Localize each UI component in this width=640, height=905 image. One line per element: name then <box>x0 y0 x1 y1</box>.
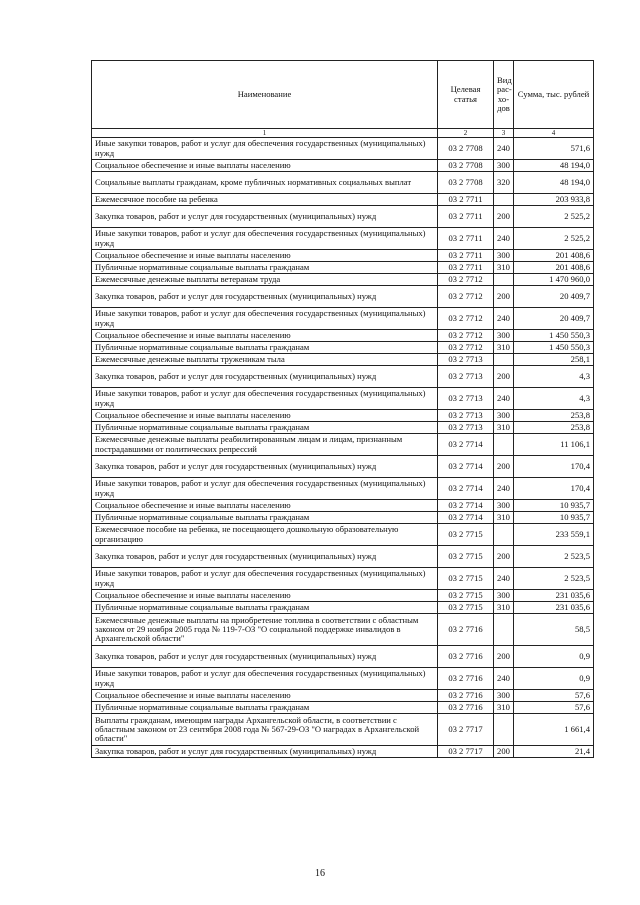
table-row <box>92 250 594 262</box>
table-row <box>92 410 594 422</box>
table-row <box>92 602 594 614</box>
row-name: Закупка товаров, работ и услуг для государственных (муниципальных) нужд <box>92 286 438 308</box>
row-target-code: 03 2 7716 <box>438 646 494 668</box>
row-target-code: 03 2 7716 <box>438 614 494 646</box>
row-target-code: 03 2 7708 <box>438 172 494 194</box>
table-row <box>92 388 594 410</box>
table-row <box>92 206 594 228</box>
row-name: Ежемесячные денежные выплаты реабилитированным лицам и лицам, признанным пострадавшими от политических репрессий <box>92 434 438 456</box>
row-sum: 1 661,4 <box>514 714 594 746</box>
row-expense-type: 200 <box>494 646 514 668</box>
table-row <box>92 524 594 546</box>
row-sum: 2 523,5 <box>514 546 594 568</box>
row-sum: 48 194,0 <box>514 172 594 194</box>
row-name: Закупка товаров, работ и услуг для государственных (муниципальных) нужд <box>92 206 438 228</box>
row-expense-type: 300 <box>494 500 514 512</box>
row-name: Публичные нормативные социальные выплаты гражданам <box>92 602 438 614</box>
row-target-code: 03 2 7712 <box>438 342 494 354</box>
row-sum: 258,1 <box>514 354 594 366</box>
table-row <box>92 714 594 746</box>
page-number: 16 <box>315 868 325 879</box>
row-expense-type: 300 <box>494 410 514 422</box>
row-sum: 4,3 <box>514 388 594 410</box>
table-row <box>92 342 594 354</box>
table-row <box>92 478 594 500</box>
table-row <box>92 702 594 714</box>
row-target-code: 03 2 7712 <box>438 308 494 330</box>
row-name: Социальное обеспечение и иные выплаты населению <box>92 250 438 262</box>
row-target-code: 03 2 7711 <box>438 262 494 274</box>
table-row <box>92 160 594 172</box>
row-sum: 2 525,2 <box>514 228 594 250</box>
row-sum: 0,9 <box>514 646 594 668</box>
table-row <box>92 614 594 646</box>
row-sum: 57,6 <box>514 690 594 702</box>
table-row <box>92 286 594 308</box>
row-sum: 1 450 550,3 <box>514 330 594 342</box>
row-expense-type: 240 <box>494 138 514 160</box>
row-expense-type: 300 <box>494 250 514 262</box>
row-expense-type: 320 <box>494 172 514 194</box>
row-target-code: 03 2 7715 <box>438 602 494 614</box>
row-target-code: 03 2 7708 <box>438 138 494 160</box>
row-target-code: 03 2 7717 <box>438 746 494 758</box>
table-row <box>92 308 594 330</box>
row-sum: 2 525,2 <box>514 206 594 228</box>
row-target-code: 03 2 7714 <box>438 434 494 456</box>
header-code: Целевая статья <box>438 61 494 129</box>
row-name: Ежемесячное пособие на ребенка, не посещающего дошкольную образовательную организацию <box>92 524 438 546</box>
table-row <box>92 456 594 478</box>
row-name: Социальное обеспечение и иные выплаты населению <box>92 410 438 422</box>
row-name: Иные закупки товаров, работ и услуг для обеспечения государственных (муниципальных) нужд <box>92 668 438 690</box>
row-sum: 4,3 <box>514 366 594 388</box>
row-expense-type: 310 <box>494 342 514 354</box>
table-row <box>92 354 594 366</box>
table-header-row <box>92 61 594 129</box>
row-name: Иные закупки товаров, работ и услуг для обеспечения государственных (муниципальных) нужд <box>92 568 438 590</box>
row-expense-type: 240 <box>494 668 514 690</box>
row-sum: 20 409,7 <box>514 308 594 330</box>
row-name: Закупка товаров, работ и услуг для государственных (муниципальных) нужд <box>92 746 438 758</box>
row-sum: 233 559,1 <box>514 524 594 546</box>
row-sum: 58,5 <box>514 614 594 646</box>
row-expense-type <box>494 194 514 206</box>
table-row <box>92 500 594 512</box>
table-row <box>92 590 594 602</box>
row-name: Публичные нормативные социальные выплаты гражданам <box>92 262 438 274</box>
row-expense-type: 240 <box>494 568 514 590</box>
row-name: Социальное обеспечение и иные выплаты населению <box>92 160 438 172</box>
table-row <box>92 434 594 456</box>
row-sum: 10 935,7 <box>514 500 594 512</box>
column-number: 1 <box>92 129 438 138</box>
row-name: Закупка товаров, работ и услуг для государственных (муниципальных) нужд <box>92 546 438 568</box>
row-name: Закупка товаров, работ и услуг для государственных (муниципальных) нужд <box>92 646 438 668</box>
row-expense-type <box>494 714 514 746</box>
row-expense-type: 300 <box>494 690 514 702</box>
header-type: Вид рас-хо-дов <box>494 61 514 129</box>
row-name: Закупка товаров, работ и услуг для государственных (муниципальных) нужд <box>92 366 438 388</box>
table-row <box>92 546 594 568</box>
row-sum: 571,6 <box>514 138 594 160</box>
row-expense-type <box>494 434 514 456</box>
row-expense-type: 240 <box>494 308 514 330</box>
row-expense-type: 300 <box>494 590 514 602</box>
row-target-code: 03 2 7713 <box>438 366 494 388</box>
row-sum: 48 194,0 <box>514 160 594 172</box>
table-row <box>92 172 594 194</box>
row-target-code: 03 2 7712 <box>438 330 494 342</box>
column-numbers-row <box>92 129 594 138</box>
row-expense-type <box>494 614 514 646</box>
row-expense-type: 200 <box>494 206 514 228</box>
table-body <box>92 138 594 758</box>
row-name: Иные закупки товаров, работ и услуг для обеспечения государственных (муниципальных) нужд <box>92 228 438 250</box>
row-target-code: 03 2 7716 <box>438 702 494 714</box>
row-target-code: 03 2 7715 <box>438 546 494 568</box>
row-target-code: 03 2 7717 <box>438 714 494 746</box>
row-target-code: 03 2 7716 <box>438 668 494 690</box>
table-row <box>92 138 594 160</box>
row-expense-type: 200 <box>494 546 514 568</box>
row-expense-type: 240 <box>494 228 514 250</box>
row-sum: 2 523,5 <box>514 568 594 590</box>
table-row <box>92 228 594 250</box>
budget-table-container <box>91 60 593 758</box>
row-name: Публичные нормативные социальные выплаты гражданам <box>92 702 438 714</box>
row-name: Публичные нормативные социальные выплаты гражданам <box>92 342 438 354</box>
row-sum: 170,4 <box>514 478 594 500</box>
row-target-code: 03 2 7711 <box>438 228 494 250</box>
row-expense-type: 310 <box>494 512 514 524</box>
row-expense-type <box>494 524 514 546</box>
row-expense-type <box>494 354 514 366</box>
row-sum: 1 450 550,3 <box>514 342 594 354</box>
row-target-code: 03 2 7715 <box>438 568 494 590</box>
row-target-code: 03 2 7715 <box>438 590 494 602</box>
row-target-code: 03 2 7713 <box>438 410 494 422</box>
row-name: Социальное обеспечение и иные выплаты населению <box>92 690 438 702</box>
table-row <box>92 274 594 286</box>
row-expense-type: 310 <box>494 262 514 274</box>
row-sum: 231 035,6 <box>514 590 594 602</box>
row-target-code: 03 2 7714 <box>438 500 494 512</box>
row-expense-type <box>494 274 514 286</box>
table-row <box>92 646 594 668</box>
row-sum: 201 408,6 <box>514 262 594 274</box>
row-expense-type: 310 <box>494 702 514 714</box>
row-target-code: 03 2 7711 <box>438 194 494 206</box>
row-expense-type: 200 <box>494 456 514 478</box>
row-sum: 11 106,1 <box>514 434 594 456</box>
row-name: Иные закупки товаров, работ и услуг для обеспечения государственных (муниципальных) нужд <box>92 308 438 330</box>
row-target-code: 03 2 7708 <box>438 160 494 172</box>
row-sum: 20 409,7 <box>514 286 594 308</box>
row-name: Ежемесячное пособие на ребенка <box>92 194 438 206</box>
row-sum: 57,6 <box>514 702 594 714</box>
row-sum: 201 408,6 <box>514 250 594 262</box>
row-target-code: 03 2 7714 <box>438 456 494 478</box>
row-name: Выплаты гражданам, имеющим награды Архангельской области, в соответствии с областным законом от 23 сентября 2008 года № 567-29-ОЗ "О наградах в Архангельской области" <box>92 714 438 746</box>
table-row <box>92 512 594 524</box>
row-name: Иные закупки товаров, работ и услуг для обеспечения государственных (муниципальных) нужд <box>92 388 438 410</box>
row-target-code: 03 2 7713 <box>438 388 494 410</box>
row-expense-type: 240 <box>494 388 514 410</box>
table-row <box>92 366 594 388</box>
header-sum: Сумма, тыс. рублей <box>514 61 594 129</box>
row-name: Публичные нормативные социальные выплаты гражданам <box>92 512 438 524</box>
row-expense-type: 200 <box>494 286 514 308</box>
row-name: Социальное обеспечение и иные выплаты населению <box>92 330 438 342</box>
row-expense-type: 310 <box>494 422 514 434</box>
row-target-code: 03 2 7716 <box>438 690 494 702</box>
column-number: 4 <box>514 129 594 138</box>
row-sum: 203 933,8 <box>514 194 594 206</box>
row-target-code: 03 2 7715 <box>438 524 494 546</box>
row-expense-type: 200 <box>494 746 514 758</box>
table-row <box>92 422 594 434</box>
table-row <box>92 568 594 590</box>
column-number: 2 <box>438 129 494 138</box>
row-name: Социальное обеспечение и иные выплаты населению <box>92 500 438 512</box>
row-expense-type: 300 <box>494 160 514 172</box>
row-sum: 0,9 <box>514 668 594 690</box>
row-expense-type: 300 <box>494 330 514 342</box>
row-name: Ежемесячные денежные выплаты ветеранам труда <box>92 274 438 286</box>
column-number: 3 <box>494 129 514 138</box>
row-expense-type: 240 <box>494 478 514 500</box>
row-target-code: 03 2 7713 <box>438 354 494 366</box>
row-name: Социальное обеспечение и иные выплаты населению <box>92 590 438 602</box>
row-sum: 170,4 <box>514 456 594 478</box>
table-row <box>92 262 594 274</box>
row-sum: 253,8 <box>514 422 594 434</box>
row-sum: 21,4 <box>514 746 594 758</box>
table-row <box>92 690 594 702</box>
row-name: Закупка товаров, работ и услуг для государственных (муниципальных) нужд <box>92 456 438 478</box>
row-sum: 253,8 <box>514 410 594 422</box>
row-target-code: 03 2 7712 <box>438 286 494 308</box>
row-target-code: 03 2 7712 <box>438 274 494 286</box>
header-name: Наименование <box>92 61 438 129</box>
row-target-code: 03 2 7711 <box>438 250 494 262</box>
row-name: Публичные нормативные социальные выплаты гражданам <box>92 422 438 434</box>
row-sum: 10 935,7 <box>514 512 594 524</box>
budget-table <box>91 60 594 758</box>
row-target-code: 03 2 7711 <box>438 206 494 228</box>
row-name: Ежемесячные денежные выплаты на приобретение топлива в соответствии с областным законом от 29 ноября 2005 года № 119-7-ОЗ "О социальной поддержке инвалидов в Архангельской области" <box>92 614 438 646</box>
row-expense-type: 200 <box>494 366 514 388</box>
row-name: Ежемесячные денежные выплаты труженикам тыла <box>92 354 438 366</box>
row-target-code: 03 2 7714 <box>438 478 494 500</box>
row-target-code: 03 2 7713 <box>438 422 494 434</box>
table-row <box>92 746 594 758</box>
table-row <box>92 668 594 690</box>
row-target-code: 03 2 7714 <box>438 512 494 524</box>
row-name: Социальные выплаты гражданам, кроме публичных нормативных социальных выплат <box>92 172 438 194</box>
row-sum: 1 470 960,0 <box>514 274 594 286</box>
table-row <box>92 194 594 206</box>
row-expense-type: 310 <box>494 602 514 614</box>
table-row <box>92 330 594 342</box>
row-sum: 231 035,6 <box>514 602 594 614</box>
row-name: Иные закупки товаров, работ и услуг для обеспечения государственных (муниципальных) нужд <box>92 138 438 160</box>
row-name: Иные закупки товаров, работ и услуг для обеспечения государственных (муниципальных) нужд <box>92 478 438 500</box>
